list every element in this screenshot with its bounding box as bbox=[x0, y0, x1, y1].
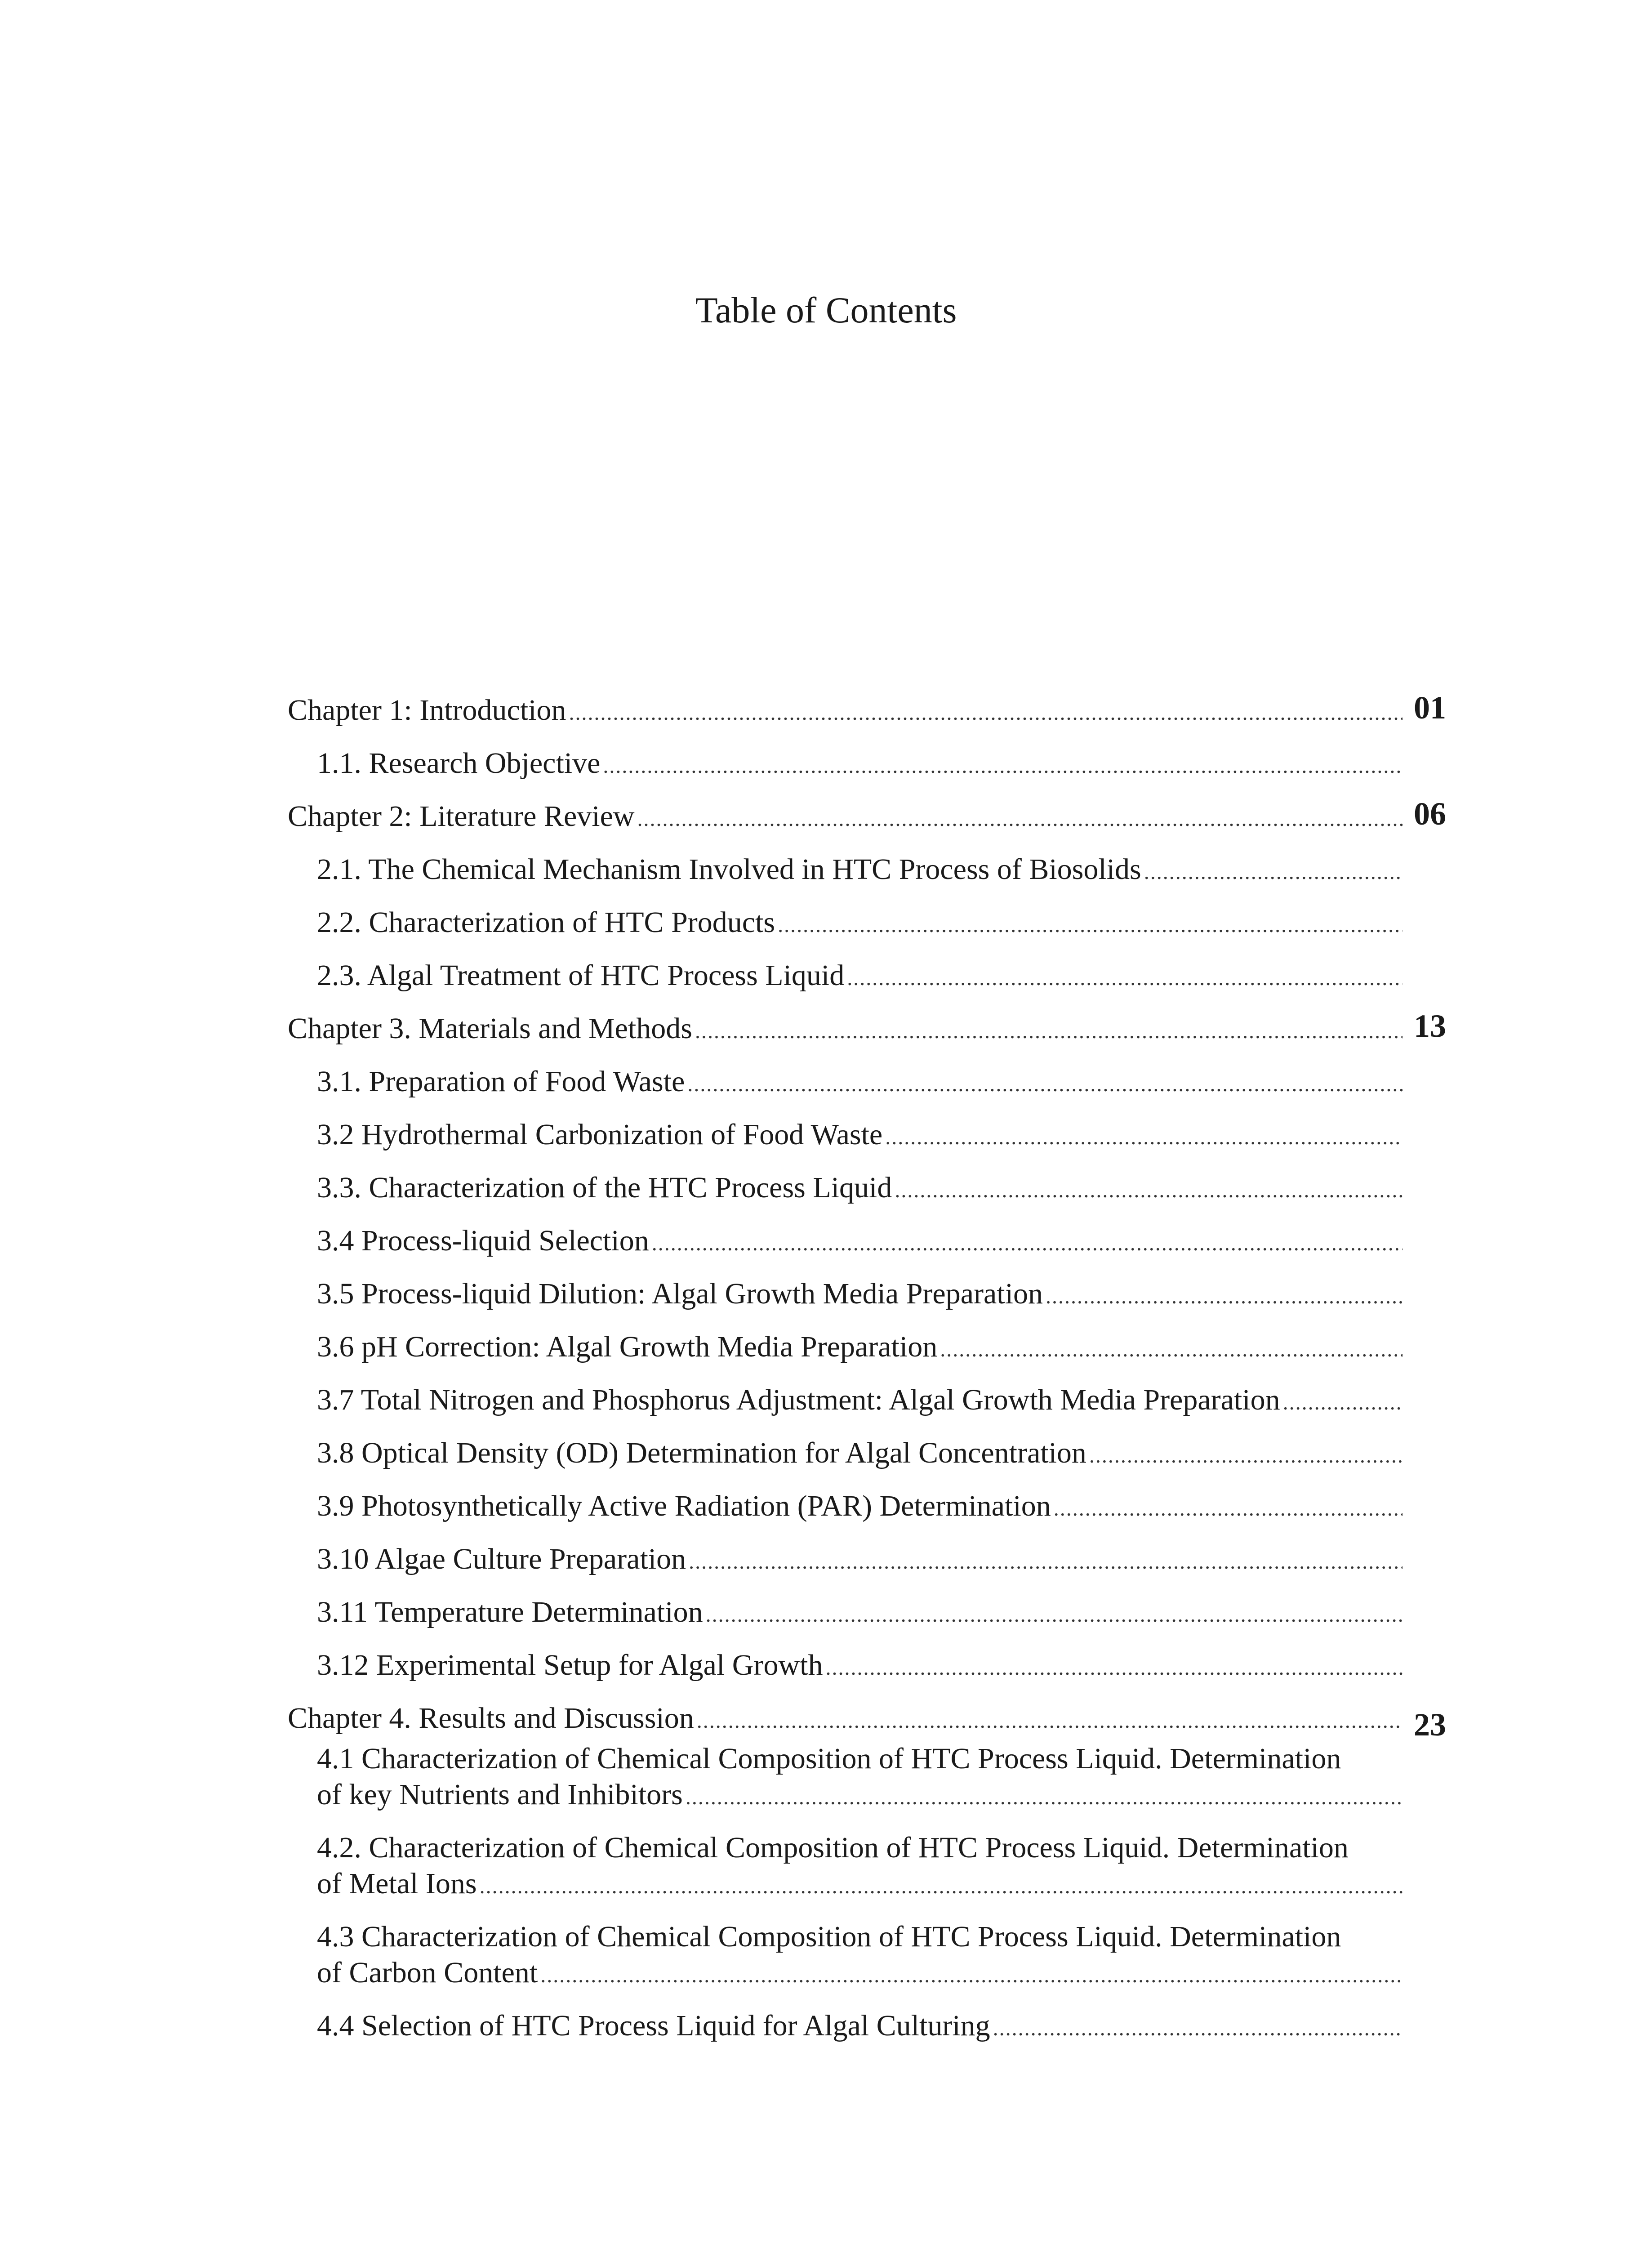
toc-entry-title: 3.2 Hydrothermal Carbonization of Food Waste bbox=[317, 1118, 883, 1151]
toc-entry-2-3[interactable] bbox=[317, 958, 1403, 996]
dot-leader bbox=[540, 1958, 1403, 1994]
toc-entry-title: 3.12 Experimental Setup for Algal Growth bbox=[317, 1649, 823, 1682]
toc-entry-title-line-2: of key Nutrients and Inhibitors bbox=[317, 1778, 683, 1811]
toc-page-number: 23 bbox=[1414, 1707, 1446, 1743]
toc-page-number: 01 bbox=[1414, 690, 1446, 726]
dot-leader bbox=[778, 907, 1403, 943]
toc-entry-3-5[interactable] bbox=[317, 1276, 1403, 1315]
toc-entry-3-10[interactable] bbox=[317, 1541, 1403, 1580]
toc-page-number: 13 bbox=[1414, 1008, 1446, 1044]
toc-page-number: 06 bbox=[1414, 796, 1446, 832]
dot-leader bbox=[687, 1066, 1403, 1102]
dot-leader bbox=[1283, 1385, 1403, 1421]
toc-entry-title: 3.6 pH Correction: Algal Growth Media Preparation bbox=[317, 1330, 938, 1363]
toc-entry-title: 3.10 Algae Culture Preparation bbox=[317, 1543, 686, 1575]
toc-entry-title-line-1: 4.1 Characterization of Chemical Composition of HTC Process Liquid. Determination bbox=[317, 1742, 1341, 1775]
dot-leader bbox=[885, 1120, 1403, 1155]
toc-entry-title-line-2: of Carbon Content bbox=[317, 1956, 538, 1989]
toc-entry-title: Chapter 4. Results and Discussion bbox=[288, 1702, 694, 1735]
toc-entry-title: 2.1. The Chemical Mechanism Involved in HTC Process of Biosolids bbox=[317, 853, 1141, 886]
toc-entry-title-line-1: 4.2. Characterization of Chemical Composition of HTC Process Liquid. Determination bbox=[317, 1831, 1349, 1864]
toc-entry-title: 4.4 Selection of HTC Process Liquid for Algal Culturing bbox=[317, 2009, 990, 2042]
toc-entry-title: 3.4 Process-liquid Selection bbox=[317, 1224, 649, 1257]
toc-entry-title: Chapter 2: Literature Review bbox=[288, 800, 635, 833]
dot-leader bbox=[1054, 1491, 1403, 1527]
dot-leader bbox=[1144, 854, 1403, 890]
toc-entry-3-1[interactable] bbox=[317, 1064, 1403, 1102]
toc-entry-title-line-1: 4.3 Characterization of Chemical Composition of HTC Process Liquid. Determination bbox=[317, 1920, 1341, 1953]
toc-entry-title-line-2: of Metal Ions bbox=[317, 1867, 477, 1900]
toc-entry-title: 3.8 Optical Density (OD) Determination for Algal Concentration bbox=[317, 1436, 1086, 1469]
toc-entry-4-3[interactable] bbox=[317, 1919, 1403, 1994]
dot-leader bbox=[706, 1597, 1403, 1633]
toc-entry-title: 2.2. Characterization of HTC Products bbox=[317, 906, 775, 939]
dot-leader bbox=[940, 1332, 1403, 1368]
toc-entry-chapter-1[interactable] bbox=[288, 690, 1446, 731]
toc-entry-chapter-3[interactable] bbox=[288, 1008, 1446, 1049]
toc-entry-chapter-2[interactable] bbox=[288, 796, 1446, 837]
dot-leader bbox=[993, 2011, 1403, 2047]
dot-leader bbox=[689, 1544, 1403, 1580]
toc-entry-3-6[interactable] bbox=[317, 1329, 1403, 1368]
dot-leader bbox=[686, 1780, 1403, 1815]
dot-leader bbox=[697, 1703, 1403, 1739]
dot-leader bbox=[652, 1226, 1403, 1262]
toc-entry-chapter-4[interactable] bbox=[288, 1700, 1446, 1743]
toc-entry-3-2[interactable] bbox=[317, 1117, 1403, 1155]
dot-leader bbox=[1046, 1279, 1403, 1315]
toc-entry-3-11[interactable] bbox=[317, 1594, 1403, 1633]
page-title: Table of Contents bbox=[695, 290, 957, 330]
toc-entry-4-1[interactable] bbox=[317, 1741, 1403, 1815]
toc-entry-3-7[interactable] bbox=[317, 1382, 1403, 1421]
dot-leader bbox=[480, 1869, 1403, 1905]
toc-entry-title: 1.1. Research Objective bbox=[317, 747, 601, 780]
dot-leader bbox=[847, 960, 1403, 996]
toc-entry-2-2[interactable] bbox=[317, 905, 1403, 943]
toc-entry-title: 3.5 Process-liquid Dilution: Algal Growth Media Preparation bbox=[317, 1277, 1043, 1310]
toc-entry-4-2[interactable] bbox=[317, 1830, 1403, 1905]
table-of-contents bbox=[288, 692, 1456, 2061]
dot-leader bbox=[637, 801, 1403, 837]
dot-leader bbox=[825, 1650, 1403, 1686]
toc-entry-3-3[interactable] bbox=[317, 1170, 1403, 1209]
toc-entry-title: 3.7 Total Nitrogen and Phosphorus Adjustment: Algal Growth Media Preparation bbox=[317, 1383, 1280, 1416]
toc-entry-title: Chapter 3. Materials and Methods bbox=[288, 1012, 692, 1045]
toc-entry-title: 3.11 Temperature Determination bbox=[317, 1596, 703, 1628]
toc-entry-4-4[interactable] bbox=[317, 2008, 1403, 2047]
dot-leader bbox=[1089, 1438, 1403, 1474]
toc-entry-2-1[interactable] bbox=[317, 852, 1403, 890]
toc-entry-title: 3.1. Preparation of Food Waste bbox=[317, 1065, 685, 1098]
toc-entry-3-8[interactable] bbox=[317, 1435, 1403, 1474]
dot-leader bbox=[603, 748, 1403, 784]
toc-entry-3-12[interactable] bbox=[317, 1647, 1403, 1686]
toc-entry-title: 2.3. Algal Treatment of HTC Process Liquid bbox=[317, 959, 845, 992]
toc-entry-title: Chapter 1: Introduction bbox=[288, 694, 566, 727]
toc-entry-1-1[interactable] bbox=[317, 745, 1403, 784]
toc-entry-3-9[interactable] bbox=[317, 1488, 1403, 1527]
toc-entry-title: 3.3. Characterization of the HTC Process Liquid bbox=[317, 1171, 892, 1204]
toc-entry-3-4[interactable] bbox=[317, 1223, 1403, 1262]
dot-leader bbox=[895, 1173, 1403, 1209]
dot-leader bbox=[695, 1013, 1403, 1049]
dot-leader bbox=[569, 695, 1403, 731]
toc-entry-title: 3.9 Photosynthetically Active Radiation (PAR) Determination bbox=[317, 1490, 1051, 1522]
